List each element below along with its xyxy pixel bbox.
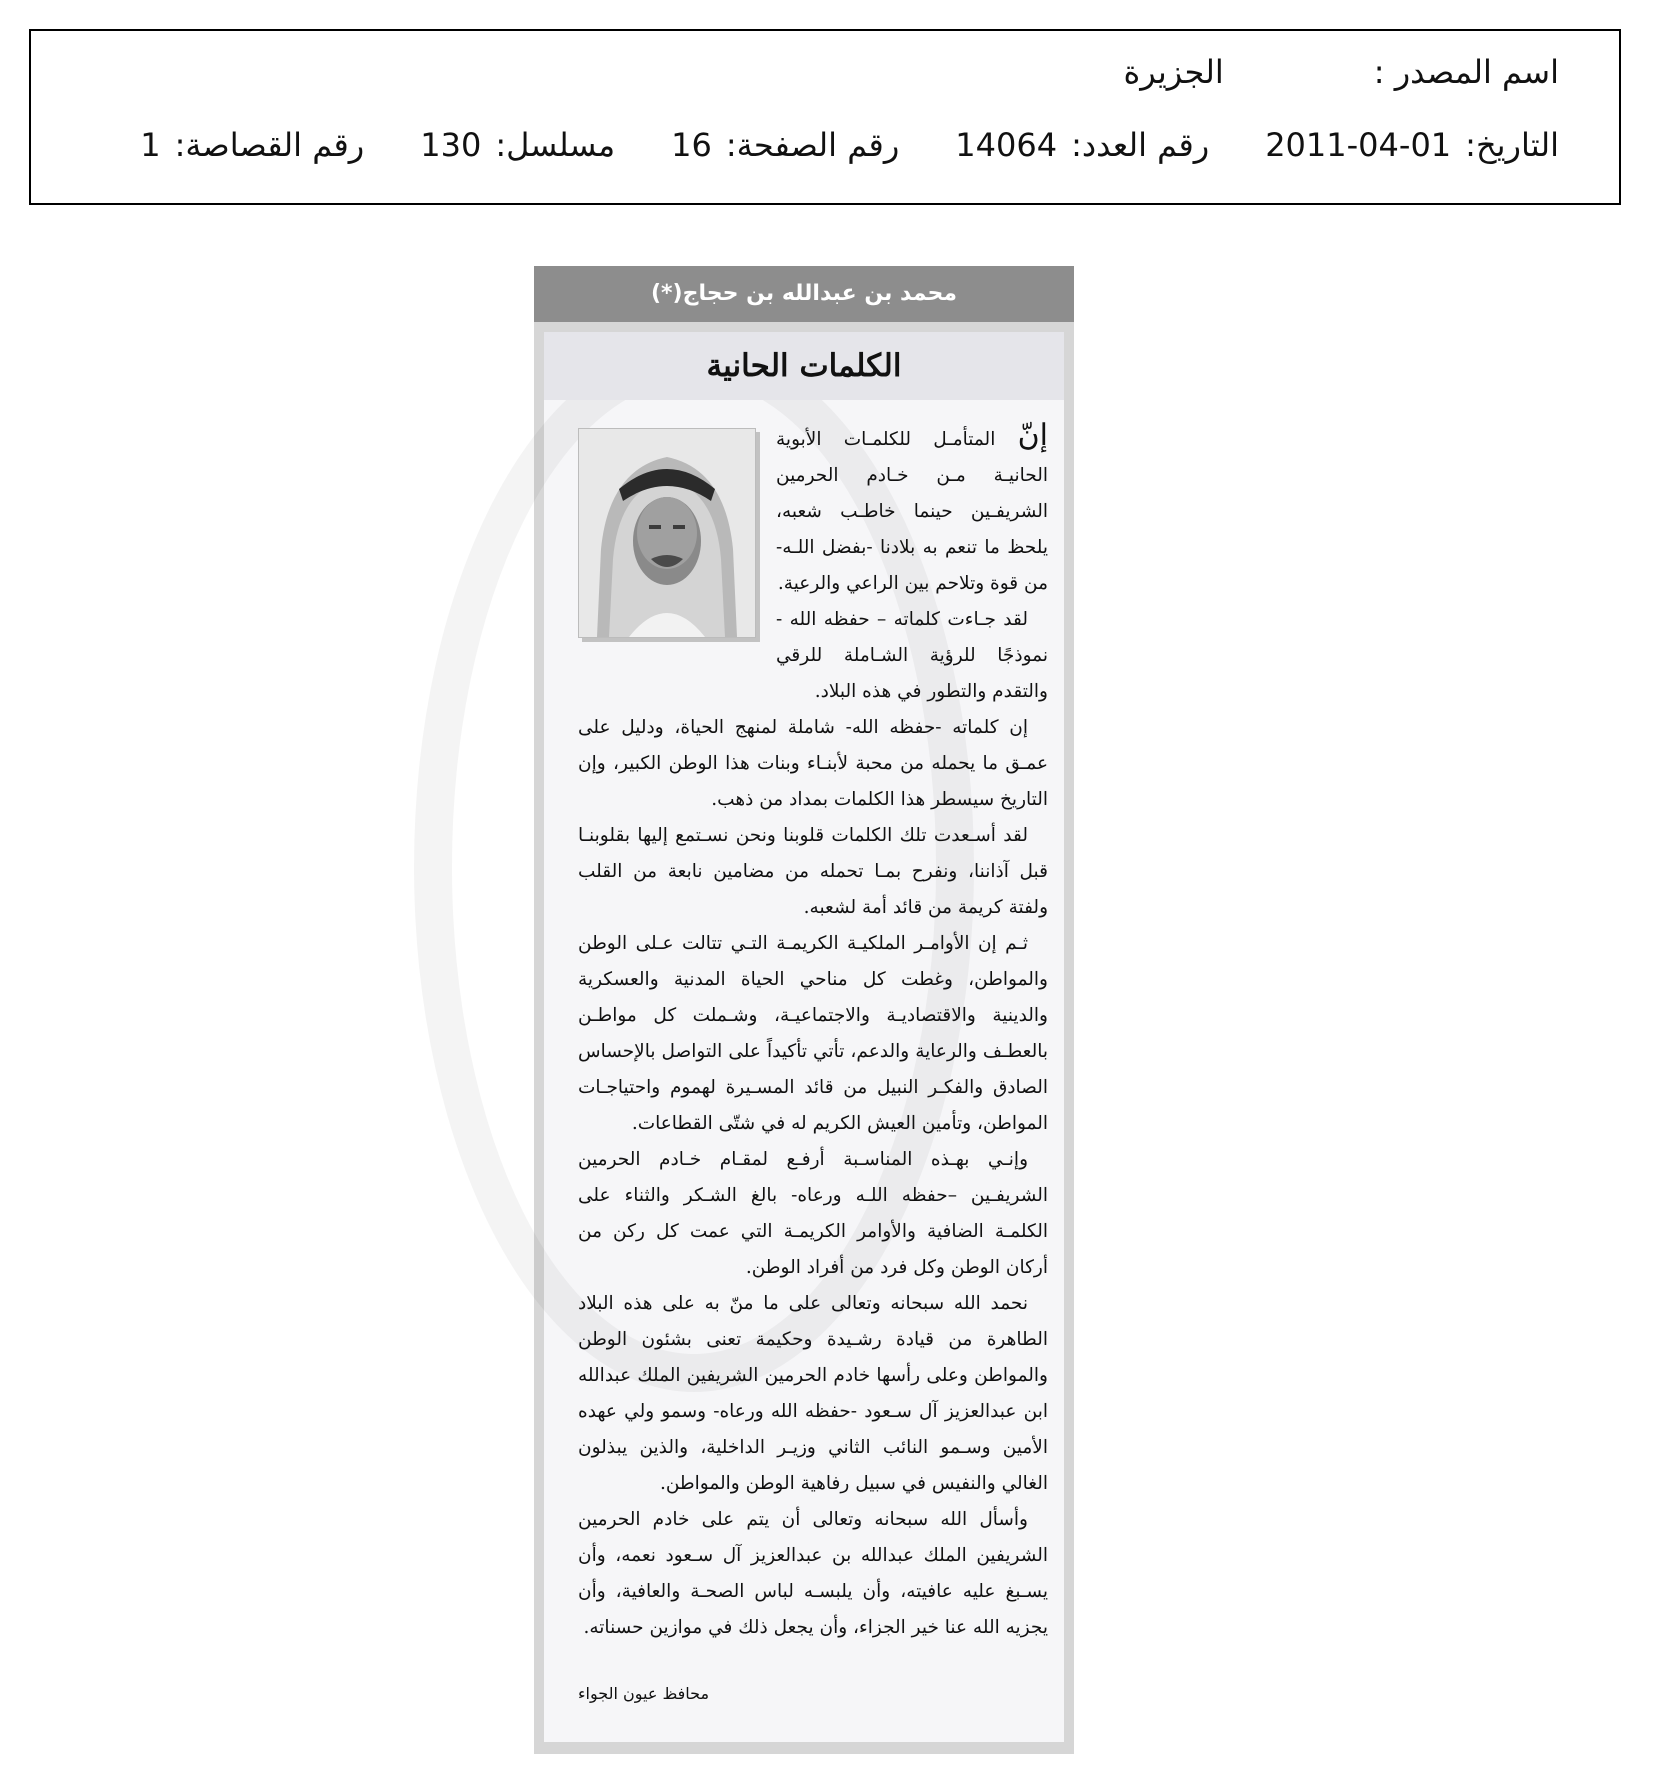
page-field bbox=[671, 126, 899, 164]
article-paragraph: ثـم إن الأوامـر الملكيـة الكريمـة التـي تتالت عـلى الوطن والمواطن، وغطت كل مناحي الحياة المدنية والعسكرية والدينية والاقتصاديـة والاجتماعيـة، وشـملت كل مواطـن بالعطـف والرعاية والدعم، تأتي تأكيداً على التواصل بالإحساس الصادق والفكـر النبيل من قائد المسـيرة لهموم واحتياجـات المواطن، وتأمين العيش الكريم له في شتّى القطاعات. bbox=[578, 933, 1048, 1134]
serial-field bbox=[420, 126, 615, 164]
article-paragraph: وإنـي بهـذه المناسـبة أرفـع لمقـام خـادم الحرمين الشريفـين –حفظه اللـه ورعاه- بالغ الشـكر والثناء على الكلمـة الضافية والأوامر الكريمـة التي عمت كل ركن من أركان الوطن وكل فرد من أفراد الوطن. bbox=[578, 1149, 1048, 1278]
author-byline: محمد بن عبدالله بن حجاج(*) bbox=[534, 266, 1074, 322]
page-value: 16 bbox=[671, 126, 712, 164]
date-value: 2011-04-01 bbox=[1265, 126, 1452, 164]
serial-value: 130 bbox=[420, 126, 482, 164]
date-label: التاريخ: bbox=[1465, 126, 1559, 164]
clip-field bbox=[140, 126, 364, 164]
author-signature: محافظ عيون الجواء bbox=[578, 1684, 710, 1703]
clip-value: 1 bbox=[140, 126, 161, 164]
article-body bbox=[578, 418, 1048, 1646]
article-title: الكلمات الحانية bbox=[544, 332, 1064, 400]
article-paragraph: إن كلماته -حفظه الله- شاملة لمنهج الحياة، ودليل على عمـق ما يحمله من محبة لأبنـاء وبنات هذا الوطن الكبير، وإن التاريخ سيسطر هذا الكلمات بمداد من ذهب. bbox=[578, 717, 1048, 810]
source-value: الجزيرة bbox=[1123, 53, 1224, 91]
issue-value: 14064 bbox=[955, 126, 1058, 164]
newspaper-clipping bbox=[534, 266, 1074, 1754]
article-paragraph: وأسأل الله سبحانه وتعالى أن يتم على خادم الحرمين الشريفين الملك عبدالله بن عبدالعزيز آل سـعود نعمه، وأن يسـبغ عليه عافيته، وأن يلبسـه لباس الصحـة والعافية، وأن يجزيه الله عنا خير الجزاء، وأن يجعل ذلك في موازين حسناته. bbox=[578, 1509, 1048, 1638]
article-paragraph: إنّ المتأمـل للكلمـات الأبوية الحانيـة مـن خـادم الحرمين الشريفـين حينما خاطـب شعبه، يلحظ ما تنعم به بلادنا -بفضل اللـه- من قوة وتلاحم بين الراعي والرعية. bbox=[776, 418, 1049, 594]
issue-details-row bbox=[91, 126, 1559, 164]
article-paragraph: لقد جـاءت كلماته – حفظه الله - نموذجًا للرؤية الشـاملة للرقي والتقدم والتطور في هذه البلاد. bbox=[776, 609, 1048, 702]
issue-field bbox=[955, 126, 1209, 164]
article-paragraph: نحمد الله سبحانه وتعالى على ما منّ به على هذه البلاد الطاهرة من قيادة رشـيدة وحكيمة تعنى بشئون الوطن والمواطن وعلى رأسها خادم الحرمين الشريفين الملك عبدالله ابن عبدالعزيز آل سـعود -حفظه الله ورعاه- وسمو ولي عهده الأمين وسـمو النائب الثاني وزيـر الداخلية، والذين يبذلون الغالي والنفيس في سبيل رفاهية الوطن والمواطن. bbox=[578, 1293, 1048, 1494]
page-label: رقم الصفحة: bbox=[725, 126, 900, 164]
issue-label: رقم العدد: bbox=[1071, 126, 1210, 164]
source-row bbox=[91, 53, 1559, 91]
serial-label: مسلسل: bbox=[495, 126, 616, 164]
drop-cap: إنّ bbox=[1017, 418, 1049, 453]
date-field bbox=[1265, 126, 1559, 164]
article-paragraph: لقد أسـعدت تلك الكلمات قلوبنا ونحن نسـتمع إليها بقلوبنـا قبل آذاننا، ونفرح بمـا تحمله من مضامين نابعة من القلب ولفتة كريمة من قائد أمة لشعبه. bbox=[578, 825, 1048, 918]
article-column bbox=[544, 332, 1064, 1742]
source-label: اسم المصدر : bbox=[1373, 53, 1559, 91]
source-metadata-box bbox=[29, 29, 1621, 205]
clip-label: رقم القصاصة: bbox=[174, 126, 365, 164]
